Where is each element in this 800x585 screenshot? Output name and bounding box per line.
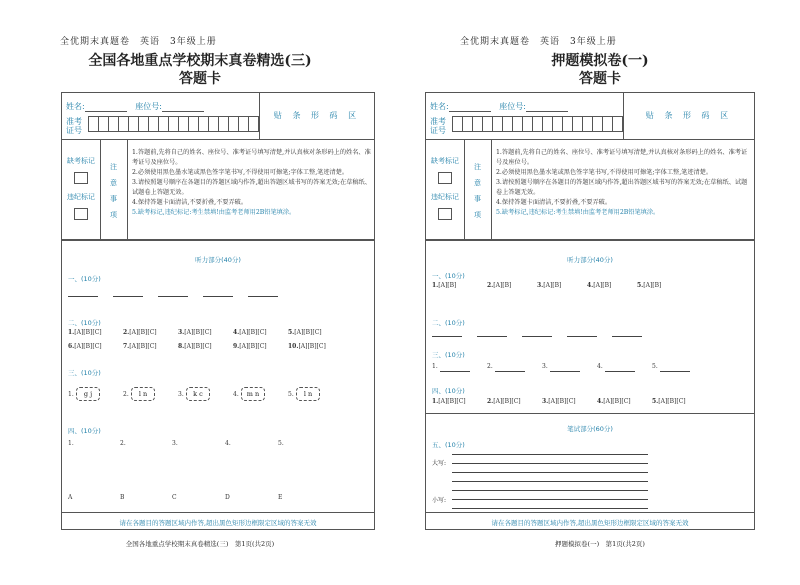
item-number: 3. [172,440,178,447]
note-item: 1.答题前,先将自己的姓名、座位号、准考证号填写清楚,并认真核对条形码上的姓名、准考证号及座位号。 [132,149,371,166]
question-4-heading: 四、(10分) [68,427,101,435]
answer-card-right [400,0,800,585]
divider [426,413,754,414]
letter-item-num: 4. [233,391,239,398]
choice-item[interactable]: 8.[A][B][C] [178,343,212,350]
name-label: 姓名: [66,102,85,111]
answer-line[interactable] [68,296,98,297]
choice-item[interactable]: 3.[A][B] [537,282,562,289]
header-box [425,92,755,240]
page-title: 押题模拟卷(一) [551,53,649,69]
series-label: 全优期末真题卷 英语 3年级上册 [460,37,617,47]
note-item: 4.保持答题卡面清洁,不要折叠,不要弄破。 [132,199,248,206]
choice-item[interactable]: 10.[A][B][C] [288,343,326,350]
absent-mark-box[interactable] [74,172,88,184]
answer-line[interactable] [158,296,188,297]
exam-no-label: 准考证号 [430,117,446,135]
page-subtitle: 答题卡 [579,71,621,87]
choice-item[interactable]: 2.[A][B] [487,282,512,289]
picture-letter: C [172,494,177,501]
choice-item[interactable]: 5.[A][B][C] [288,329,322,336]
seat-field[interactable] [526,103,568,112]
choice-item[interactable]: 5.[A][B] [637,282,662,289]
answer-line[interactable] [248,296,278,297]
note-item: 2.必须使用黑色墨水笔或黑色签字笔书写,不得使用可擦笔;字体工整,笔迹清楚。 [496,169,713,176]
written-section-title: 笔试部分(60分) [567,425,613,433]
letter-item-num: 1. [68,391,74,398]
absent-mark-label: 缺考标记 [431,157,459,165]
absent-mark-label: 缺考标记 [67,157,95,165]
page-footer: 全国各地重点学校期末真卷精选(三) 第1页(共2页) [125,540,275,548]
question-1-heading: 一、(10分) [432,272,465,280]
marks-column [426,140,465,240]
item-number: 1. [432,363,438,370]
letter-choice-box[interactable]: m n [241,387,265,401]
note-item: 3.请按照题号顺序在各题目的答题区域内作答,超出答题区域书写的答案无效;在草稿纸、试题卷上答题无效。 [496,179,748,196]
choice-item[interactable]: 3.[A][B][C] [178,329,212,336]
item-number: 5. [278,440,284,447]
violation-mark-box[interactable] [438,208,452,220]
choice-item[interactable]: 6.[A][B][C] [68,343,102,350]
notes-heading: 注 意 事 项 [101,140,128,240]
answer-line[interactable] [495,371,525,372]
violation-mark-label: 违纪标记 [431,193,459,201]
choice-item[interactable]: 1.[A][B][C] [68,329,102,336]
notes-list [496,148,750,218]
picture-letter: D [225,494,230,501]
choice-item[interactable]: 2.[A][B][C] [487,398,521,405]
item-number: 2. [487,363,493,370]
item-number: 3. [542,363,548,370]
upper-label: 大写: [432,460,447,467]
exam-no-label: 准考证号 [66,117,82,135]
picture-letter: E [278,494,283,501]
note-item: 2.必须使用黑色墨水笔或黑色签字笔书写,不得使用可擦笔;字体工整,笔迹清楚。 [132,169,349,176]
choice-item[interactable]: 7.[A][B][C] [123,343,157,350]
question-2-heading: 二、(10分) [432,319,465,327]
answer-line[interactable] [605,371,635,372]
answer-line[interactable] [440,371,470,372]
lower-label: 小写: [432,497,447,504]
choice-item[interactable]: 2.[A][B][C] [123,329,157,336]
choice-item[interactable]: 1.[A][B][C] [432,398,466,405]
writing-line[interactable] [452,454,648,455]
answer-line[interactable] [612,336,642,337]
answer-line[interactable] [113,296,143,297]
answer-line[interactable] [660,371,690,372]
choice-item[interactable]: 4.[A][B] [587,282,612,289]
name-field[interactable] [449,103,491,112]
answer-line[interactable] [432,336,462,337]
seat-label: 座位号: [135,102,162,111]
choice-item[interactable]: 4.[A][B][C] [233,329,267,336]
note-item: 5.缺考标记,违纪标记:考生禁填!由监考老师用2B铅笔填涂。 [496,209,660,216]
note-item: 3.请按照题号顺序在各题目的答题区域内作答,超出答题区域书写的答案无效;在草稿纸、试题卷上答题无效。 [132,179,371,196]
header-box [61,92,375,240]
listening-section-title: 听力部分(40分) [567,256,613,264]
answer-line[interactable] [203,296,233,297]
area-footnote: 请在各题目的答题区域内作答,超出黑色矩形边框限定区域的答案无效 [119,519,317,527]
divider [62,512,374,513]
divider [426,512,754,513]
barcode-area: 贴 条 形 码 区 [273,111,361,120]
letter-choice-box[interactable]: k c [186,387,210,401]
question-3-heading: 三、(10分) [68,369,101,377]
letter-choice-box[interactable]: l n [296,387,320,401]
student-info [426,93,624,139]
listening-section-title: 听力部分(40分) [195,256,241,264]
choice-item[interactable]: 3.[A][B][C] [542,398,576,405]
question-2-heading: 二、(10分) [68,319,101,327]
series-label: 全优期末真题卷 英语 3年级上册 [60,37,217,47]
answer-area [61,240,375,530]
writing-line[interactable] [452,508,648,509]
item-number: 4. [225,440,231,447]
marks-column [62,140,101,240]
choice-item[interactable]: 9.[A][B][C] [233,343,267,350]
letter-item-num: 2. [123,391,129,398]
question-3-heading: 三、(10分) [432,351,465,359]
question-1-heading: 一、(10分) [68,275,101,283]
letter-choice-box[interactable]: g j [76,387,100,401]
answer-line[interactable] [477,336,507,337]
note-item: 4.保持答题卡面清洁,不要折叠,不要弄破。 [496,199,612,206]
writing-line[interactable] [452,481,648,482]
letter-item-num: 3. [178,391,184,398]
note-item: 1.答题前,先将自己的姓名、座位号、准考证号填写清楚,并认真核对条形码上的姓名、准考证号及座位号。 [496,149,748,166]
name-label: 姓名: [430,102,449,111]
picture-letter: B [120,494,125,501]
item-number: 2. [120,440,126,447]
exam-no-boxes[interactable] [452,116,622,132]
choice-item[interactable]: 4.[A][B][C] [597,398,631,405]
area-footnote: 请在各题目的答题区域内作答,超出黑色矩形边框限定区域的答案无效 [491,519,689,527]
seat-label: 座位号: [499,102,526,111]
barcode-area: 贴 条 形 码 区 [645,111,733,120]
letter-item-num: 5. [288,391,294,398]
choice-item[interactable]: 5.[A][B][C] [652,398,686,405]
writing-line[interactable] [452,472,648,473]
letter-choice-box[interactable]: l n [131,387,155,401]
answer-line[interactable] [522,336,552,337]
notes-list [132,148,372,218]
question-4-heading: 四、(10分) [432,387,465,395]
item-number: 5. [652,363,658,370]
picture-letter: A [68,494,73,501]
name-field[interactable] [85,103,127,112]
answer-line[interactable] [567,336,597,337]
note-item: 5.缺考标记,违纪标记:考生禁填!由监考老师用2B铅笔填涂。 [132,209,296,216]
item-number: 1. [68,440,74,447]
writing-line[interactable] [452,490,648,491]
writing-line[interactable] [452,499,648,500]
seat-field[interactable] [162,103,204,112]
page-subtitle: 答题卡 [179,71,221,87]
page-title: 全国各地重点学校期末真卷精选(三) [88,53,312,69]
page-footer: 押题模拟卷(一) 第1页(共2页) [555,540,645,548]
notes-heading: 注 意 事 项 [465,140,492,240]
answer-line[interactable] [550,371,580,372]
writing-line[interactable] [452,463,648,464]
choice-item[interactable]: 1.[A][B] [432,282,457,289]
answer-area [425,240,755,530]
item-number: 4. [597,363,603,370]
absent-mark-box[interactable] [438,172,452,184]
student-info [62,93,260,139]
question-5-heading: 五、(10分) [432,441,465,449]
exam-no-boxes[interactable] [88,116,258,132]
violation-mark-label: 违纪标记 [67,193,95,201]
violation-mark-box[interactable] [74,208,88,220]
